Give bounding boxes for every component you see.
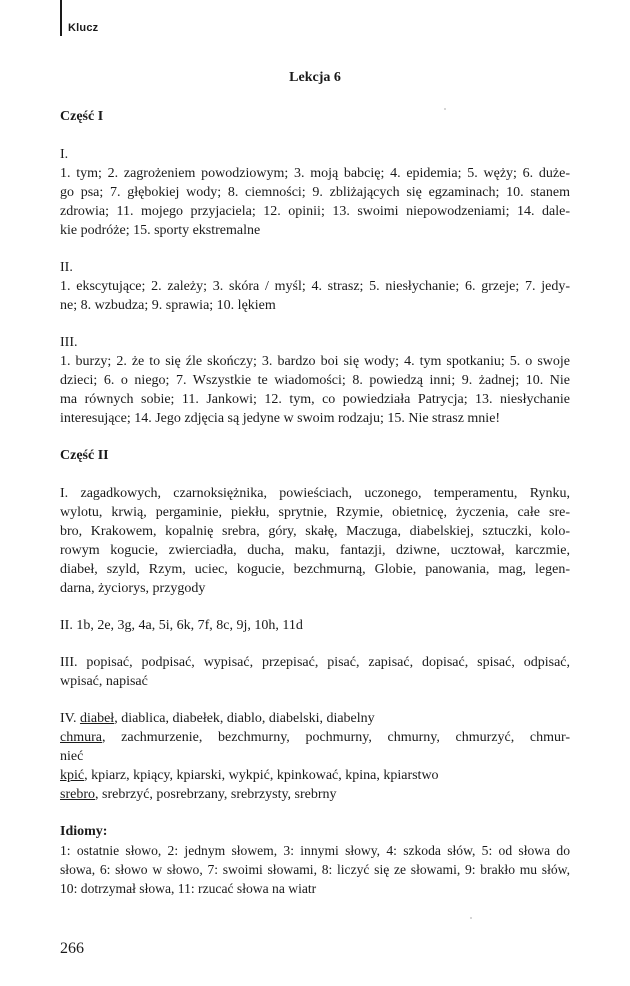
answer-line: rowym kogucie, zwierciadła, ducha, maku, fantazji, dziwne, ucztował, karczmie, xyxy=(60,543,570,558)
key-word: diabeł xyxy=(79,711,115,726)
part-2-title: Część II xyxy=(60,448,109,463)
answer-line: kie podróże; 15. sporty ekstremalne xyxy=(60,223,261,238)
part-2-exercise-3 xyxy=(60,653,570,691)
answer-line: zdrowia; 11. mojego przyjaciela; 12. opinii; 13. swoimi niepowodzeniami; 14. dale- xyxy=(60,204,570,219)
answer-line: bro, Krakowem, kopalnię srebra, góry, skałę, Maczuga, diabelskiej, sztuczki, kolo- xyxy=(60,524,570,539)
margin-rule xyxy=(60,0,62,36)
answer-line: ne; 8. wzbudza; 9. sprawia; 10. lękiem xyxy=(60,298,276,313)
idiom-line: 10: dotrzymał słowa, 11: rzucać słowa na wiatr xyxy=(60,881,317,896)
print-speck xyxy=(470,917,472,919)
key-word: kpić xyxy=(60,768,85,783)
answer-line: diabeł, szyld, Rzym, uciec, kogucie, bezchmurną, Globie, panowania, mag, legen- xyxy=(60,562,570,577)
word-family: , srebrzyć, posrebrzany, srebrzysty, srebrny xyxy=(95,787,337,802)
idioms-section xyxy=(60,822,570,898)
lesson-title: Lekcja 6 xyxy=(289,70,341,85)
word-family-line xyxy=(60,785,570,804)
exercise-label: I. xyxy=(60,147,69,162)
part-1-title: Część I xyxy=(60,109,104,124)
part-1-exercise-3 xyxy=(60,333,570,428)
page-number: 266 xyxy=(60,940,84,957)
answer-line: 1. ekscytujące; 2. zależy; 3. skóra / myśl; 4. strasz; 5. niesłychanie; 6. grzeje; 7. jedy- xyxy=(60,279,570,294)
answer-line: darna, życiorys, przygody xyxy=(60,581,206,596)
idiom-line: 1: ostatnie słowo, 2: jednym słowem, 3: innymi słowy, 4: szkoda słów, 5: od słowa do xyxy=(60,843,570,858)
key-word: chmura xyxy=(60,730,102,745)
key-word: srebro xyxy=(60,787,95,802)
answer-line: III. popisać, podpisać, wypisać, przepisać, pisać, zapisać, dopisać, spisać, odpisać, xyxy=(60,655,570,670)
word-family: , diablica, diabełek, diablo, diabelski, diabelny xyxy=(114,711,375,726)
answer-line: dzieci; 6. o niego; 7. Wszystkie te wiadomości; 8. powiedzą inni; 9. żadnej; 10. Nie xyxy=(60,373,570,388)
answer-line: II. 1b, 2e, 3g, 4a, 5i, 6k, 7f, 8c, 9j, 10h, 11d xyxy=(60,618,303,633)
word-family: , kpiarz, kpiący, kpiarski, wykpić, kpinkować, kpina, kpiarstwo xyxy=(84,768,439,783)
idioms-title: Idiomy: xyxy=(60,824,108,839)
answer-line: 1. tym; 2. zagrożeniem powodziowym; 3. moją babcię; 4. epidemia; 5. węży; 6. duże- xyxy=(60,166,570,181)
answer-line: ma równych sobie; 11. Jankowi; 12. tym, co powiedziała Patrycja; 13. niesłychanie xyxy=(60,392,570,407)
word-family-line xyxy=(60,766,570,785)
part-1-exercise-2 xyxy=(60,258,570,315)
idiom-line: słowa, 6: słowo w słowo, 7: swoimi słowami, 8: liczyć się ze słowami, 9: brakło mu słów, xyxy=(60,862,570,877)
print-speck xyxy=(444,108,446,110)
part-2-exercise-4 xyxy=(60,709,570,804)
part-2-exercise-2 xyxy=(60,616,570,635)
answer-line: interesujące; 14. Jego zdjęcia są jedyne w swoim rodzaju; 15. Nie strasz mnie! xyxy=(60,411,501,426)
running-head: Klucz xyxy=(68,22,99,34)
exercise-label: II. xyxy=(60,260,73,275)
page-content xyxy=(60,68,570,898)
answer-line: I. zagadkowych, czarnoksiężnika, powieściach, uczonego, temperamentu, Rynku, xyxy=(60,486,570,501)
answer-line: wylotu, krwią, pergaminie, piekłu, sprytnie, Rzymie, obietnicę, życzenia, całe sre- xyxy=(60,505,570,520)
part-1-exercise-1 xyxy=(60,145,570,240)
exercise-label: IV. xyxy=(60,711,80,726)
word-family-line xyxy=(60,728,570,747)
word-family: , zachmurzenie, bezchmurny, pochmurny, chmurny, chmurzyć, chmur- xyxy=(101,730,570,745)
word-family-line: nieć xyxy=(60,749,84,764)
exercise-label: III. xyxy=(60,335,78,350)
answer-line: wpisać, napisać xyxy=(60,674,148,689)
answer-line: 1. burzy; 2. że to się źle skończy; 3. bardzo boi się wody; 4. tym spotkaniu; 5. o swoje xyxy=(60,354,570,369)
part-2-exercise-1 xyxy=(60,484,570,598)
word-family-line xyxy=(60,709,570,728)
answer-line: go psa; 7. głębokiej wody; 8. ciemności; 9. zbliżających się egzaminach; 10. stanem xyxy=(60,185,570,200)
